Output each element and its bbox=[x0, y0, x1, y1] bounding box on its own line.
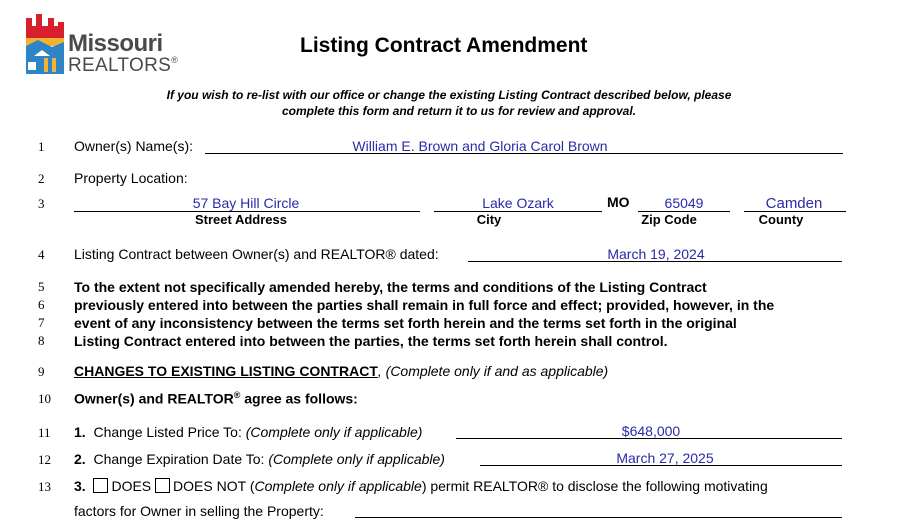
page-title: Listing Contract Amendment bbox=[300, 34, 588, 57]
line-number: 12 bbox=[38, 452, 51, 467]
changes-heading bbox=[74, 363, 608, 379]
intro-line-1: If you wish to re-list with our office or change the existing Listing Contract described below, please bbox=[166, 88, 732, 102]
item-2-label: 2. Change Expiration Date To: (Complete only if applicable) bbox=[74, 451, 445, 467]
line-number: 13 bbox=[38, 479, 51, 494]
property-location-label: Property Location: bbox=[74, 170, 188, 186]
city-field[interactable]: Lake Ozark bbox=[482, 195, 554, 211]
motivating-factors-underline[interactable] bbox=[355, 517, 842, 518]
terms-line: event of any inconsistency between the terms set forth herein and the terms set forth in the original bbox=[74, 315, 737, 331]
missouri-realtors-logo bbox=[24, 14, 176, 78]
owners-name-field[interactable]: William E. Brown and Gloria Carol Brown bbox=[352, 138, 608, 154]
logo-emblem-icon bbox=[24, 14, 66, 76]
line-number: 11 bbox=[38, 425, 51, 440]
line-number: 2 bbox=[38, 171, 45, 186]
listed-price-field[interactable]: $648,000 bbox=[621, 423, 681, 439]
contract-dated-label: Listing Contract between Owner(s) and REALTOR® dated: bbox=[74, 246, 439, 262]
owners-label: Owner(s) Name(s): bbox=[74, 138, 194, 154]
logo-realtors-text: REALTORS® bbox=[68, 55, 178, 76]
line-number: 6 bbox=[38, 297, 45, 312]
line-number: 10 bbox=[38, 391, 51, 406]
terms-line: previously entered into between the parties shall remain in full force and effect; provided, however, in the bbox=[74, 297, 775, 313]
agree-text: Owner(s) and REALTOR® agree as follows: bbox=[74, 390, 358, 407]
line-number: 7 bbox=[38, 315, 45, 330]
motivating-factors-label: factors for Owner in selling the Property: bbox=[74, 503, 324, 519]
contract-dated-field[interactable]: March 19, 2024 bbox=[607, 246, 705, 262]
line-number: 1 bbox=[38, 139, 45, 154]
zip-code-field[interactable]: 65049 bbox=[664, 195, 704, 211]
item-1-label: 1. Change Listed Price To: (Complete only if applicable) bbox=[74, 424, 423, 440]
line-number: 8 bbox=[38, 333, 45, 348]
city-caption: City bbox=[476, 212, 502, 227]
does-not-checkbox[interactable] bbox=[155, 478, 170, 493]
zip-code-caption: Zip Code bbox=[641, 212, 697, 227]
does-checkbox[interactable] bbox=[93, 478, 108, 493]
street-address-caption: Street Address bbox=[195, 212, 287, 227]
intro-line-2: complete this form and return it to us for review and approval. bbox=[281, 104, 637, 118]
line-number: 9 bbox=[38, 364, 45, 379]
logo-missouri-text: Missouri bbox=[68, 30, 163, 57]
line-number: 5 bbox=[38, 279, 45, 294]
line-number: 4 bbox=[38, 247, 45, 262]
changes-note: , (Complete only if and as applicable) bbox=[377, 363, 609, 379]
state-value: MO bbox=[607, 194, 630, 210]
street-address-field[interactable]: 57 Bay Hill Circle bbox=[192, 195, 300, 211]
expiration-date-field[interactable]: March 27, 2025 bbox=[616, 450, 714, 466]
changes-heading-text: CHANGES TO EXISTING LISTING CONTRACT bbox=[74, 363, 378, 379]
line-number: 3 bbox=[38, 196, 45, 211]
county-caption: County bbox=[758, 212, 804, 227]
terms-line: Listing Contract entered into between the parties, the terms set forth herein shall control. bbox=[74, 333, 668, 349]
county-field[interactable]: Camden bbox=[765, 195, 823, 212]
item-3-text: 3. DOES DOES NOT (Complete only if applicable) permit REALTOR® to disclose the following motivating bbox=[74, 478, 768, 494]
terms-line: To the extent not specifically amended hereby, the terms and conditions of the Listing Contract bbox=[74, 279, 707, 295]
